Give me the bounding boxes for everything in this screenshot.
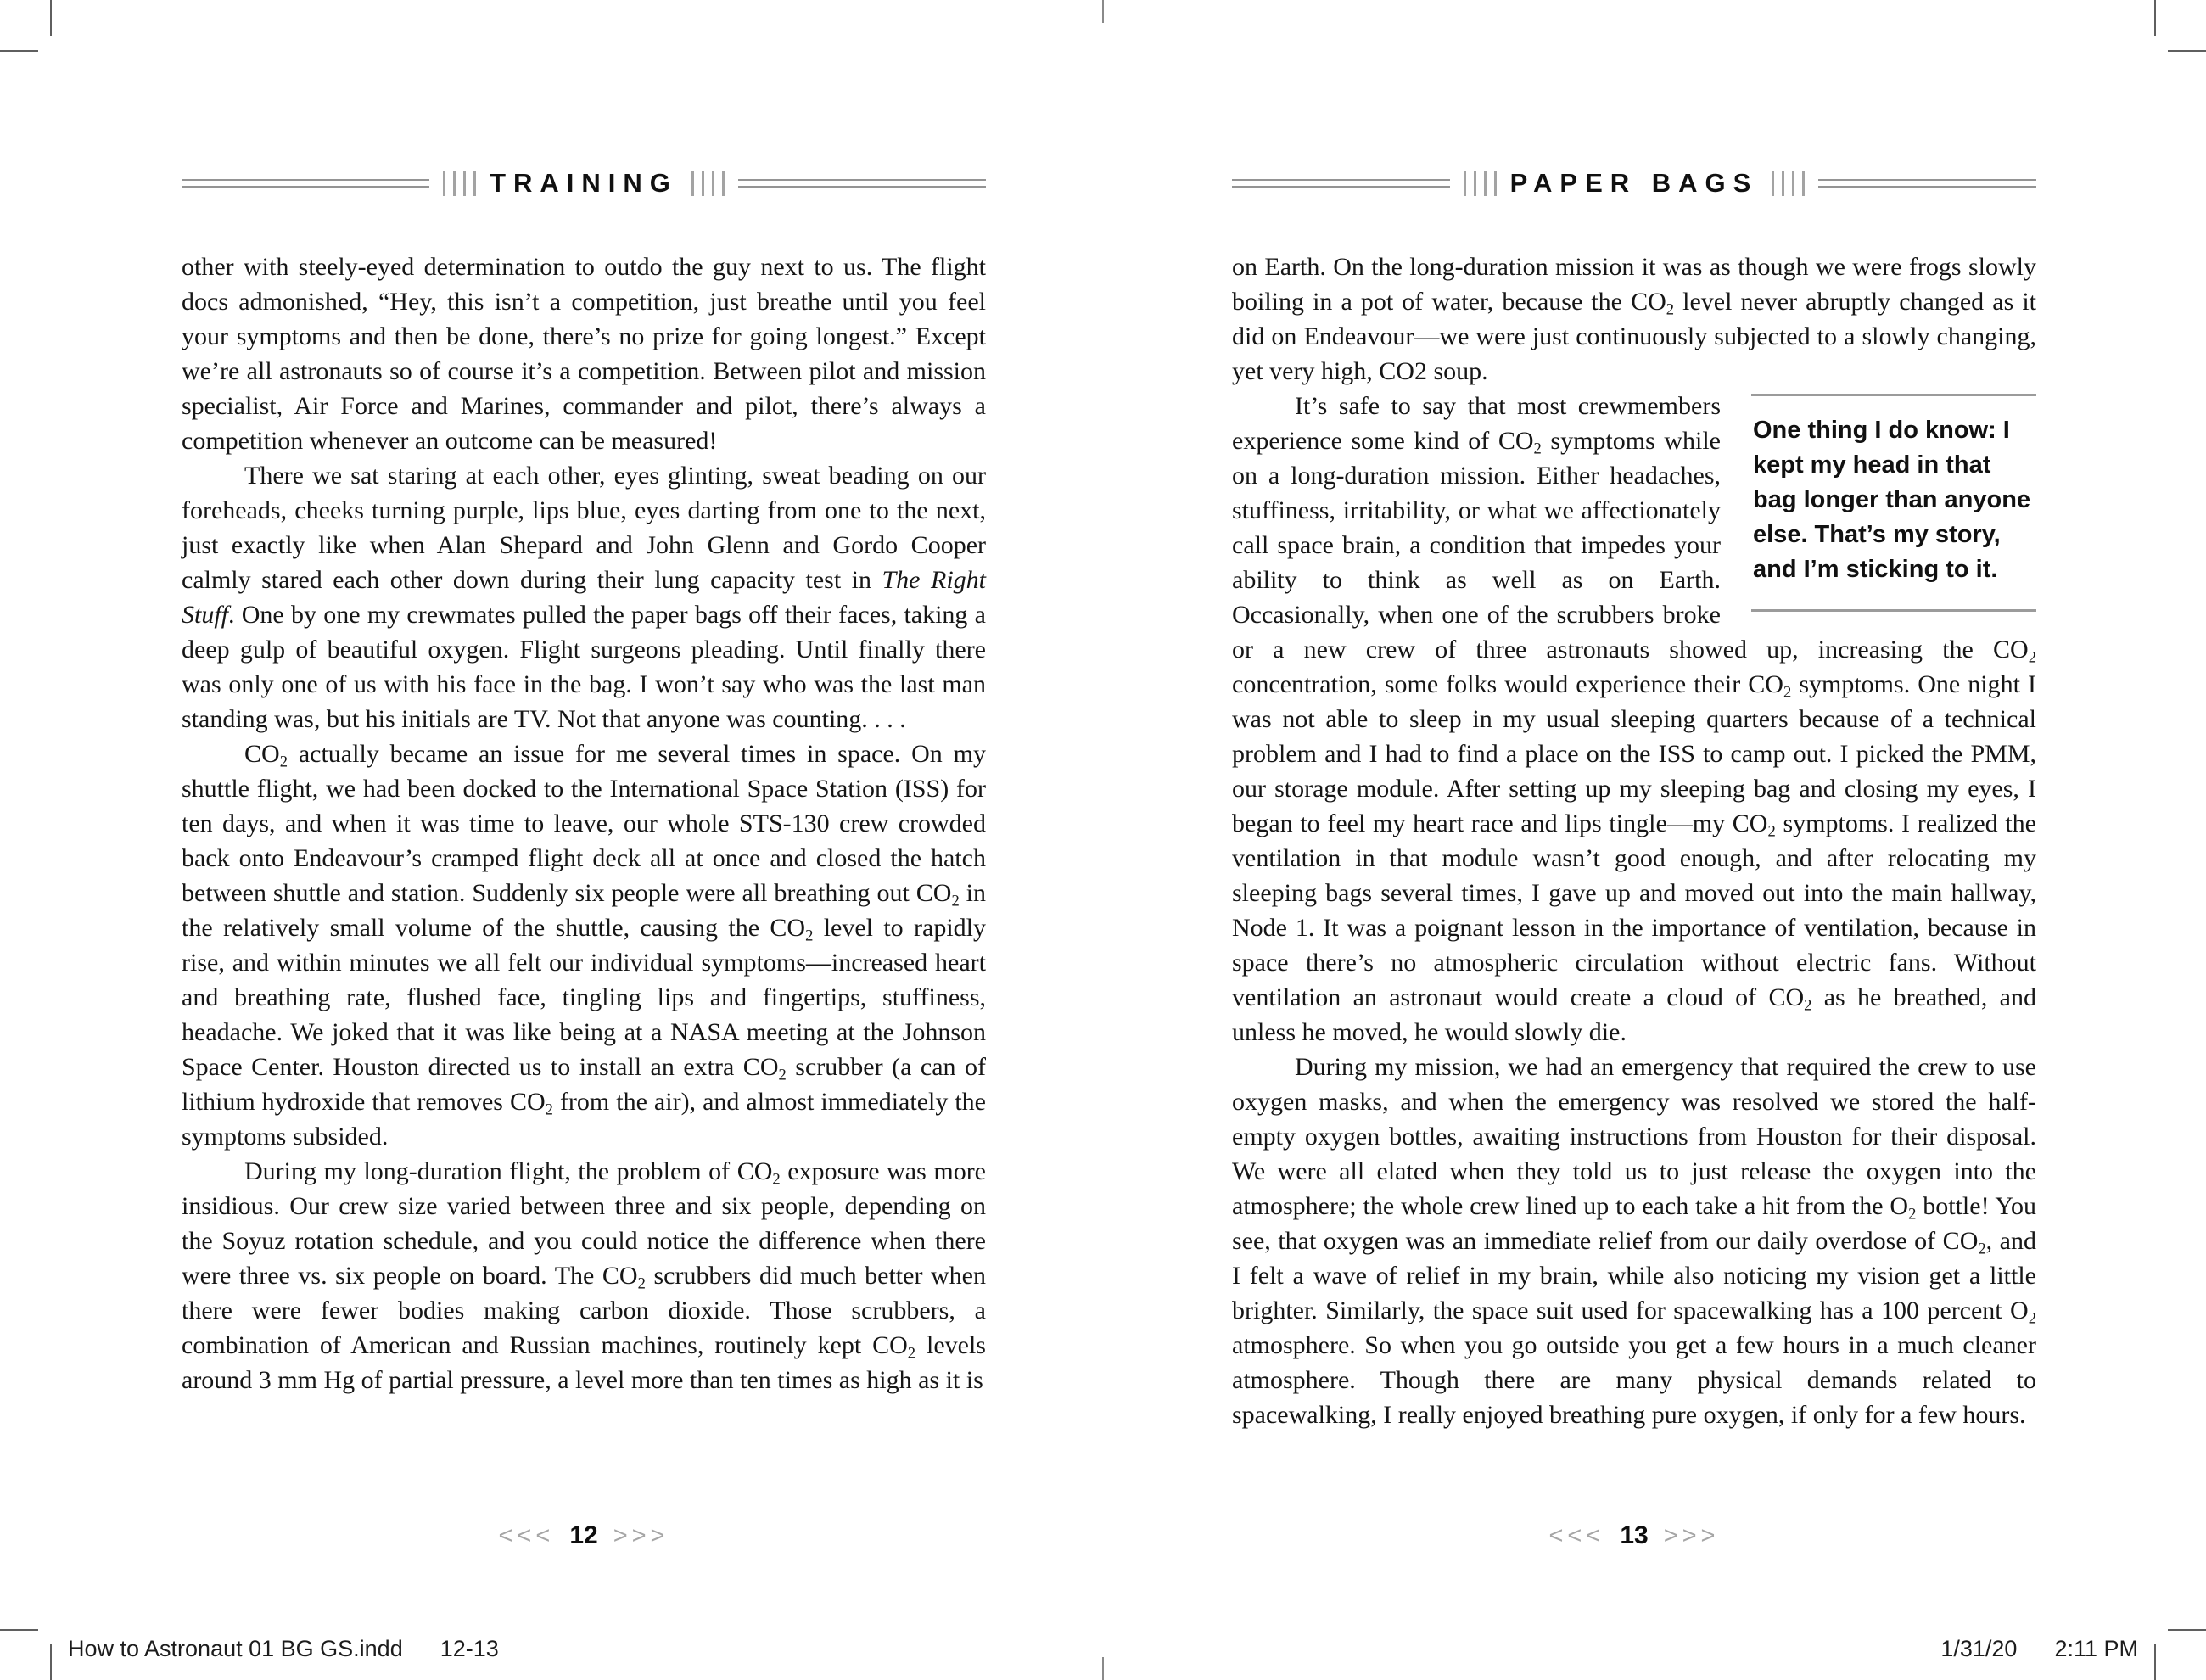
tick-mark	[1484, 171, 1487, 196]
body-paragraph: $CO_2$ actually became an issue for me several times in space. On my shuttle flight, we had been docked to the International Space Station (ISS) for ten days, and when it was time to leave, our whole STS-130 crew crowded back onto Endeavour’s cramped flight deck all at once and closed the hatch between shuttle and station. Suddenly six people were all breathing out $CO_2$ in the relatively small volume of the shuttle, causing the $CO_2$ level to rapidly rise, and within minutes we all felt our individual symptoms—increased heart and breathing rate, flushed face, tingling lips and fingertips, stuffiness, headache. We joked that it was like being at a NASA meeting at the Johnson Space Center. Houston directed us to install an extra $CO_2$ scrubber (a can of lithium hydroxide that removes $CO_2$ from the air), and almost immediately the symptoms subsided.	[182, 740, 987, 1151]
crop-mark-top-right-h	[2168, 50, 2206, 52]
chapter-header-right	[1232, 168, 2036, 199]
tick-mark	[1494, 171, 1497, 196]
header-rule-left	[182, 179, 429, 188]
body-paragraph: It’s safe to say that most crewmembers experience some kind of $CO_2$ symptoms while on a long-duration mission. Either headaches, stuffiness, irritability, or what we affectionately call space brain, a condition that impedes your ability to think as well as on Earth. Occasionally, when one of the scrubbers broke or a new crew of three astronauts showed up, increasing the $CO_2$ concentration, some folks would experience their $CO_2$ symptoms. One night I was not able to sleep in my usual sleeping quarters because of a technical problem and I had to find a place on the ISS to camp out. I picked the PMM, our storage module. After setting up my sleeping bag and closing my eyes, I began to feel my heart race and lips tingle—my $CO_2$ symptoms. I realized the ventilation in that module wasn’t good enough, and after relocating my sleeping bags several times, I gave up and moved out into the main hallway, Node 1. It was a poignant lesson in the importance of ventilation, because in space there’s no atmospheric circulation without electric fans. Without ventilation an astronaut would create a cloud of $CO_2$ as he breathed, and unless he moved, he would slowly die.	[1232, 392, 2037, 1046]
chapter-title-right: PAPER BAGS	[1509, 168, 1759, 198]
tick-mark	[722, 171, 725, 196]
crop-mark-top-center	[1102, 0, 1104, 23]
body-paragraph: During my long-duration flight, the problem of $CO_2$ exposure was more insidious. Our crew size varied between three and six people, depending on the Soyuz rotation schedule, and you could notice the difference when there were three vs. six people on board. The $CO_2$ scrubbers did much better when there were fewer bodies making carbon dioxide. Those scrubbers, a combination of American and Russian machines, routinely kept $CO_2$ levels around 3 mm Hg of partial pressure, a level more than ten times as high as it is	[182, 1157, 987, 1394]
body-copy-right	[1232, 249, 2036, 1432]
tick-mark	[1474, 171, 1476, 196]
slug-filename: How to Astronaut 01 BG GS.indd	[68, 1636, 403, 1661]
crop-mark-bottom-left-v	[50, 1644, 52, 1680]
tick-mark	[453, 171, 456, 196]
chapter-header-left	[182, 168, 986, 199]
page-number: 13	[1620, 1521, 1649, 1549]
body-paragraph: During my mission, we had an emergency that required the crew to use oxygen masks, and when the emergency was resolved we stored the half-empty oxygen bottles, awaiting instructions from Houston for their disposal. We were all elated when they told us to just release the oxygen into the atmosphere; the whole crew lined up to each take a hit from the $O_2$ bottle! You see, that oxygen was an immediate relief from our daily overdose of $CO_2$, and I felt a wave of relief in my brain, while also noticing my vision get a little brighter. Similarly, the space suit used for spacewalking has a 100 percent $O_2$ atmosphere. So when you go outside you get a few hours in a much cleaner atmosphere. Though there are many physical demands related to spacewalking, I really enjoyed breathing pure oxygen, if only for a few hours.	[1232, 1053, 2036, 1429]
header-rule-left	[1232, 179, 1450, 188]
tick-mark	[1802, 171, 1805, 196]
tick-mark	[691, 171, 694, 196]
slug-time: 2:11 PM	[2054, 1636, 2138, 1661]
header-ticks-left	[443, 171, 476, 196]
header-rule-right	[738, 179, 986, 188]
tick-mark	[702, 171, 704, 196]
header-rule-right	[1818, 179, 2036, 188]
tick-mark	[1464, 171, 1466, 196]
body-copy-left	[182, 249, 986, 1397]
tick-mark	[473, 171, 476, 196]
page-number: 12	[569, 1521, 598, 1549]
tick-mark	[463, 171, 466, 196]
slug-line-right	[1940, 1636, 2138, 1662]
tick-mark	[1782, 171, 1784, 196]
tick-mark	[1792, 171, 1794, 196]
crop-mark-bottom-right-v	[2154, 1644, 2156, 1680]
page-right	[1232, 0, 2036, 1680]
slug-pages: 12-13	[440, 1636, 499, 1661]
prev-chevrons: <<<	[1548, 1521, 1605, 1549]
crop-mark-top-left-v	[50, 0, 52, 36]
pull-quote: One thing I do know: I kept my head in that bag longer than anyone else. That’s my story, and I’m sticking to it.	[1751, 394, 2036, 612]
page-nav-left	[182, 1521, 986, 1550]
slug-line-left	[68, 1636, 499, 1662]
tick-mark	[712, 171, 714, 196]
tick-mark	[443, 171, 445, 196]
header-ticks-right	[1772, 171, 1805, 196]
slug-date: 1/31/20	[1940, 1636, 2018, 1661]
next-chevrons: >>>	[1663, 1521, 1720, 1549]
next-chevrons: >>>	[613, 1521, 669, 1549]
header-ticks-right	[691, 171, 725, 196]
page-left	[182, 0, 986, 1680]
page-nav-right	[1232, 1521, 2036, 1550]
crop-mark-bottom-left-h	[0, 1629, 38, 1631]
body-paragraph: other with steely-eyed determination to outdo the guy next to us. The flight docs admonished, “Hey, this isn’t a competition, just breathe until you feel your symptoms and then be done, there’s no prize for going longest.” Except we’re all astronauts so of course it’s a competition. Between pilot and mission specialist, Air Force and Marines, commander and pilot, there’s always a competition whenever an outcome can be measured!	[182, 253, 986, 455]
body-paragraph: There we sat staring at each other, eyes glinting, sweat beading on our foreheads, cheeks turning purple, lips blue, eyes darting from one to the next, just exactly like when Alan Shepard and John Glenn and Gordo Cooper calmly stared each other down during their lung capacity test in The Right Stuff. One by one my crewmates pulled the paper bags off their faces, taking a deep gulp of beautiful oxygen. Flight surgeons pleading. Until finally there was only one of us with his face in the bag. I won’t say who was the last man standing was, but his initials are TV. Not that anyone was counting. . . .	[182, 462, 986, 733]
prev-chevrons: <<<	[498, 1521, 555, 1549]
chapter-title-left: TRAINING	[490, 168, 678, 198]
crop-mark-bottom-right-h	[2168, 1629, 2206, 1631]
crop-mark-top-right-v	[2154, 0, 2156, 36]
crop-mark-bottom-center	[1102, 1657, 1104, 1680]
tick-mark	[1772, 171, 1774, 196]
body-paragraph: on Earth. On the long-duration mission it was as though we were frogs slowly boiling in a pot of water, because the $CO_2$ level never abruptly changed as it did on Endeavour—we were just continuously subjected to a slowly changing, yet very high, CO2 soup.	[1232, 253, 2036, 385]
header-ticks-left	[1464, 171, 1497, 196]
crop-mark-top-left-h	[0, 50, 38, 52]
